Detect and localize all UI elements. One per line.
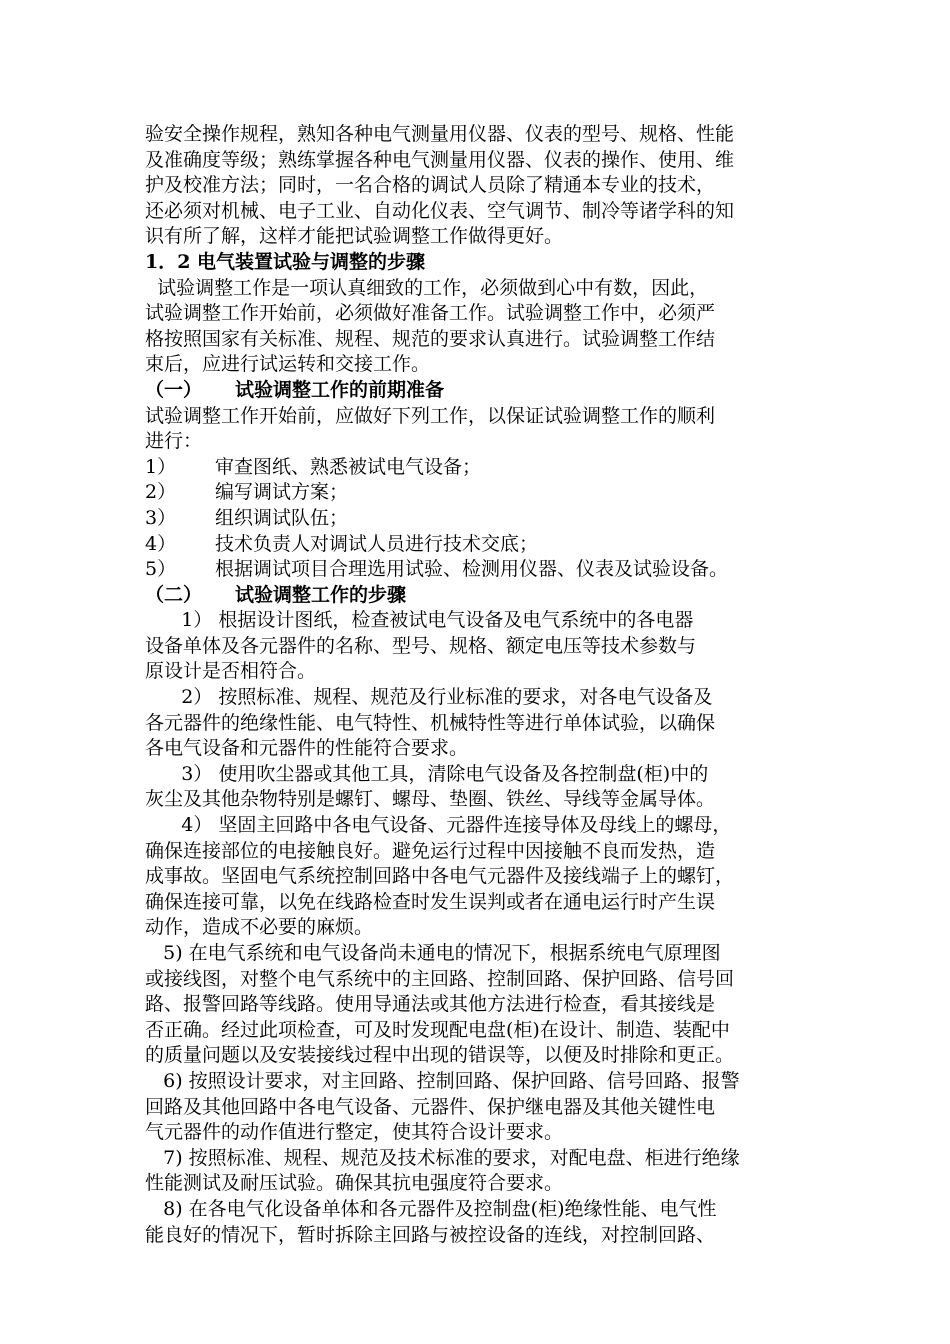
list-item (145, 532, 825, 558)
subsection-number: （二） (145, 583, 203, 606)
subsection-number: （一） (145, 378, 203, 401)
subsection-heading-2 (145, 583, 825, 609)
text-line: 回路及其他回路中各电气设备、元器件、保护继电器及其他关键性电 (145, 1095, 716, 1118)
text-line: 原设计是否相符合。 (145, 660, 317, 683)
text-line: 路、报警回路等线路。使用导通法或其他方法进行检查，看其接线是 (145, 993, 716, 1016)
text-line: 性能测试及耐压试验。确保其抗电强度符合要求。 (145, 1172, 564, 1195)
text-line: 或接线图，对整个电气系统中的主回路、控制回路、保护回路、信号回 (145, 967, 735, 990)
text-line: 8) 在各电气化设备单体和各元器件及控制盘(柜)绝缘性能、电气性 (145, 1197, 717, 1220)
list-text: 审查图纸、熟悉被试电气设备； (215, 455, 482, 478)
list-item (145, 506, 825, 532)
list-number: 5） (145, 558, 177, 581)
text-line: 试验调整工作开始前，应做好下列工作，以保证试验调整工作的顺利 (145, 404, 716, 427)
list-text: 技术负责人对调试人员进行技术交底； (215, 532, 539, 555)
step-paragraph-7 (145, 1146, 825, 1197)
text-line: 2） 按照标准、规程、规范及行业标准的要求，对各电气设备及 (145, 686, 713, 709)
list-number: 4） (145, 532, 177, 555)
step-paragraph-6 (145, 1069, 825, 1146)
text-line: 3） 使用吹尘器或其他工具，清除电气设备及各控制盘(柜)中的 (145, 762, 709, 785)
step-paragraph-3 (145, 762, 825, 813)
text-line: 试验调整工作是一项认真细致的工作，必须做到心中有数，因此， (145, 276, 709, 299)
subsection-title: 试验调整工作的前期准备 (235, 378, 445, 401)
subsection-title: 试验调整工作的步骤 (235, 583, 407, 606)
text-line: 及准确度等级；熟练掌握各种电气测量用仪器、仪表的操作、使用、维 (145, 148, 735, 171)
text-line: 束后，应进行试运转和交接工作。 (145, 353, 431, 376)
list-number: 1） (145, 455, 177, 478)
text-line: 1） 根据设计图纸，检查被试电气设备及电气系统中的各电器 (145, 609, 694, 632)
text-line: 确保连接可靠，以免在线路检查时发生误判或者在通电运行时产生误 (145, 890, 716, 913)
list-item (145, 480, 825, 506)
text-line: 进行： (145, 430, 203, 453)
text-line: 能良好的情况下，暂时拆除主回路与被控设备的连线，对控制回路、 (145, 1223, 716, 1246)
text-line: 确保连接部位的电接触良好。避免运行过程中因接触不良而发热，造 (145, 839, 716, 862)
text-line: 的质量问题以及安装接线过程中出现的错误等，以便及时排除和更正。 (145, 1044, 735, 1067)
subsection-heading-1 (145, 378, 825, 404)
list-text: 编写调试方案； (215, 481, 349, 504)
list-number: 2） (145, 481, 177, 504)
text-line: 还必须对机械、电子工业、自动化仪表、空气调节、制冷等诸学科的知 (145, 199, 735, 222)
text-line: 各元器件的绝缘性能、电气特性、机械特性等进行单体试验，以确保 (145, 711, 716, 734)
list-text: 根据调试项目合理选用试验、检测用仪器、仪表及试验设备。 (215, 558, 729, 581)
prep-paragraph (145, 404, 825, 455)
step-paragraph-8 (145, 1197, 825, 1248)
text-line: 动作，造成不必要的麻烦。 (145, 916, 374, 939)
list-text: 组织调试队伍； (215, 506, 349, 529)
text-line: 否正确。经过此项检查，可及时发现配电盘(柜)在设计、制造、装配中 (145, 1018, 730, 1041)
step-paragraph-5 (145, 941, 825, 1069)
step-paragraph-4 (145, 813, 825, 941)
text-line: 气元器件的动作值进行整定，使其符合设计要求。 (145, 1121, 564, 1144)
text-line: 5) 在电气系统和电气设备尚未通电的情况下，根据系统电气原理图 (145, 942, 721, 964)
text-line: 各电气设备和元器件的性能符合要求。 (145, 737, 469, 760)
section-paragraph (145, 276, 825, 378)
text-line: 验安全操作规程，熟知各种电气测量用仪器、仪表的型号、规格、性能 (145, 123, 735, 145)
text-line: 7) 按照标准、规程、规范及技术标准的要求，对配电盘、柜进行绝缘 (145, 1146, 740, 1169)
text-line: 6) 按照设计要求，对主回路、控制回路、保护回路、信号回路、报警 (145, 1069, 740, 1092)
intro-paragraph (145, 122, 825, 250)
text-line: 格按照国家有关标准、规程、规范的要求认真进行。试验调整工作结 (145, 327, 716, 350)
list-item (145, 455, 825, 481)
step-paragraph-2 (145, 685, 825, 762)
text-line: 设备单体及各元器件的名称、型号、规格、额定电压等技术参数与 (145, 634, 697, 657)
list-number: 3） (145, 506, 177, 529)
document-body (145, 122, 825, 1248)
text-line: 试验调整工作开始前，必须做好准备工作。试验调整工作中，必须严 (145, 302, 716, 325)
text-line: 灰尘及其他杂物特别是螺钉、螺母、垫圈、铁丝、导线等金属导体。 (145, 788, 716, 811)
list-item (145, 557, 825, 583)
text-line: 护及校准方法；同时，一名合格的调试人员除了精通本专业的技术， (145, 174, 716, 197)
text-line: 4） 坚固主回路中各电气设备、元器件连接导体及母线上的螺母， (145, 814, 732, 837)
text-line: 成事故。坚固电气系统控制回路中各电气元器件及接线端子上的螺钉， (145, 865, 735, 888)
section-heading: 1．2 电气装置试验与调整的步骤 (145, 250, 426, 273)
text-line: 识有所了解，这样才能把试验调整工作做得更好。 (145, 225, 564, 248)
step-paragraph-1 (145, 608, 825, 685)
